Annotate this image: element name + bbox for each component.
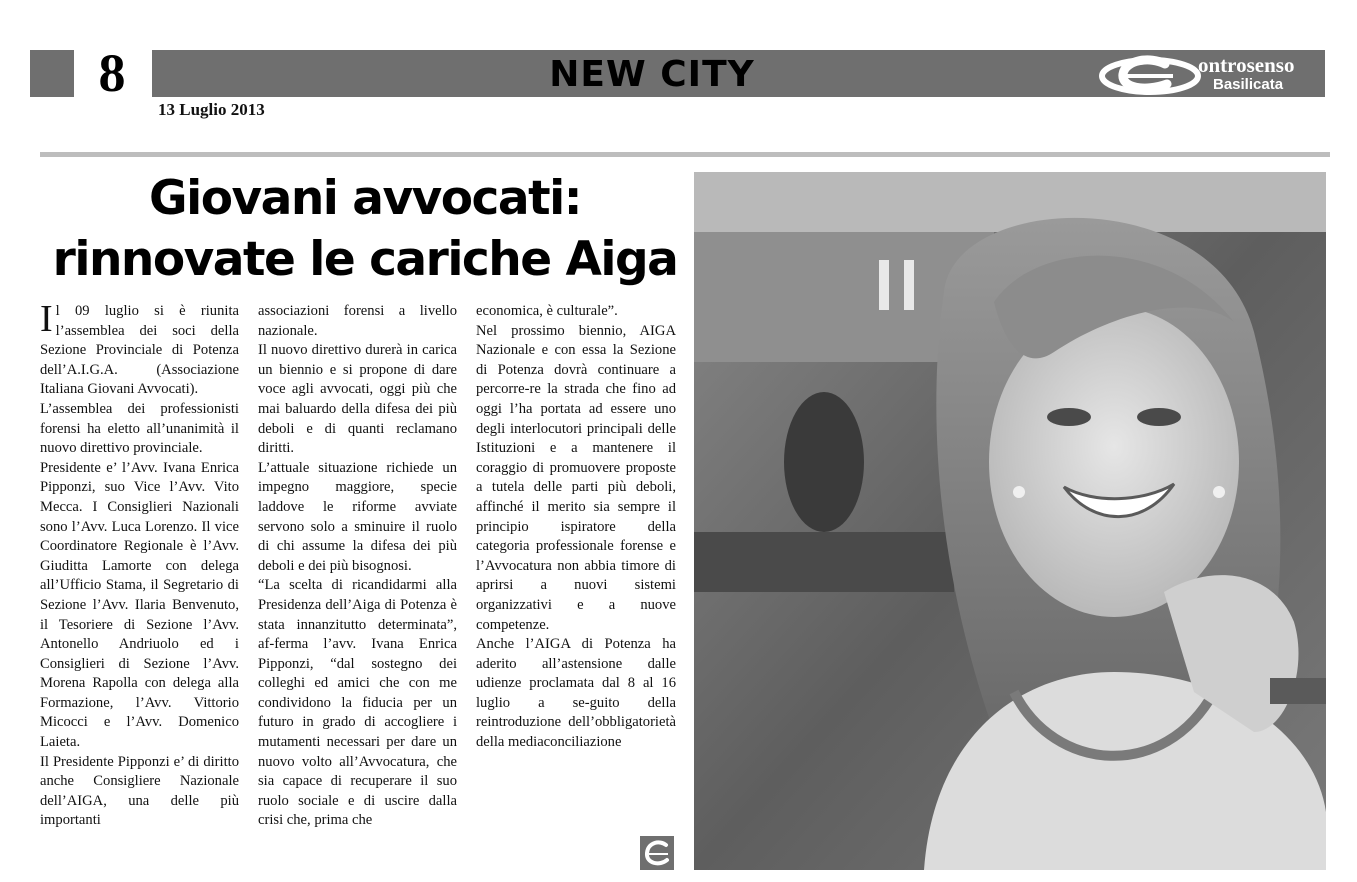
divider-rule bbox=[40, 152, 1330, 157]
logo-subtitle: Basilicata bbox=[1213, 76, 1284, 93]
paragraph: associazioni forensi a livello nazionale. bbox=[258, 303, 457, 339]
paragraph: L’assemblea dei professionisti forensi ha eletto all’unanimità il nuovo direttivo provinciale. bbox=[40, 400, 239, 457]
article-column-2 bbox=[258, 302, 457, 831]
paragraph: economica, è culturale”. bbox=[476, 303, 618, 319]
article-column-3 bbox=[476, 302, 676, 753]
paragraph: Anche l’AIGA di Potenza ha aderito all’astensione dalle udienze proclamata dal 8 al 16 luglio a se-guito della reintroduzione dell’obbligatorietà della mediaconciliazione bbox=[476, 636, 676, 751]
paragraph: Il nuovo direttivo durerà in carica un biennio e si propone di dare voce agli avvocati, oggi più che mai baluardo della difesa dei più deboli e di quanti reclamano diritti. bbox=[258, 342, 457, 457]
drop-cap: I bbox=[40, 298, 53, 340]
paragraph: Nel prossimo biennio, AIGA Nazionale e con essa la Sezione di Potenza dovrà continuare a percorre-re la strada che fino ad oggi l’ha portata ad essere uno degli interlocutori principali delle Istituzioni e a mantenere il coraggio di promuovere proposte a tutela delle parti più deboli, affinché il merito sia sempre il principio ispiratore della categoria professionale forense e l’Avvocatura non abbia timore di aprirsi a nuovi sistemi organizzativi e a nuove competenze. bbox=[476, 322, 676, 633]
paragraph: “La scelta di ricandidarmi alla Presidenza dell’Aiga di Potenza è stata innanzitutto determinata”, af-ferma l’avv. Ivana Enrica Pipponzi, “dal sostegno dei colleghi ed amici che con me condividono la fiducia per un futuro in grado di accogliere i mutamenti necessari per dare un nuovo volto all’Avvocatura, che sia capace di recuperare il suo ruolo sociale e di uscire dalla crisi che, prima che bbox=[258, 577, 457, 829]
controsenso-c-badge-icon bbox=[640, 836, 674, 870]
paragraph: Presidente e’ l’Avv. Ivana Enrica Pipponzi, suo Vice l’Avv. Vito Mecca. I Consiglieri Nazionali sono l’Avv. Luca Lorenzo. Il vice Coordinatore Regionale è l’Avv. Giuditta Lamorte con delega all’Ufficio Stama, il Segretario di Sezione l’Avv. Ilaria Benvenuto, il Tesoriere di Sezione l’Avv. Antonello Andriuolo ed i Consiglieri di Sezione l’Avv. Morena Rapolla con delega alla Formazione, l’Avv. Vittorio Micocci e l’Avv. Domenico Laieta. bbox=[40, 459, 239, 751]
page-number: 8 bbox=[98, 43, 126, 103]
paragraph: Il Presidente Pipponzi e’ di diritto anche Consigliere Nazionale dell’AIGA, una delle più importanti bbox=[40, 753, 239, 829]
article-headline: Giovani avvocati: rinnovate le cariche Aiga bbox=[52, 171, 678, 287]
header-bar-left bbox=[30, 50, 74, 97]
issue-date: 13 Luglio 2013 bbox=[158, 100, 265, 119]
logo-name: ontrosenso bbox=[1198, 53, 1295, 77]
paragraph: Il 09 luglio si è riunita l’assemblea dei soci della Sezione Provinciale di Potenza dell’A.I.G.A. (Associazione Italiana Giovani Avvocati). bbox=[40, 298, 239, 398]
paragraph: L’attuale situazione richiede un impegno maggiore, specie laddove le riforme avviate servono solo a sminuire il ruolo di chi assume la difesa dei più deboli e dei più bisognosi. bbox=[258, 459, 457, 574]
portrait-photo bbox=[694, 172, 1326, 870]
article-column-1 bbox=[40, 298, 239, 831]
section-title: NEW CITY bbox=[549, 54, 755, 95]
